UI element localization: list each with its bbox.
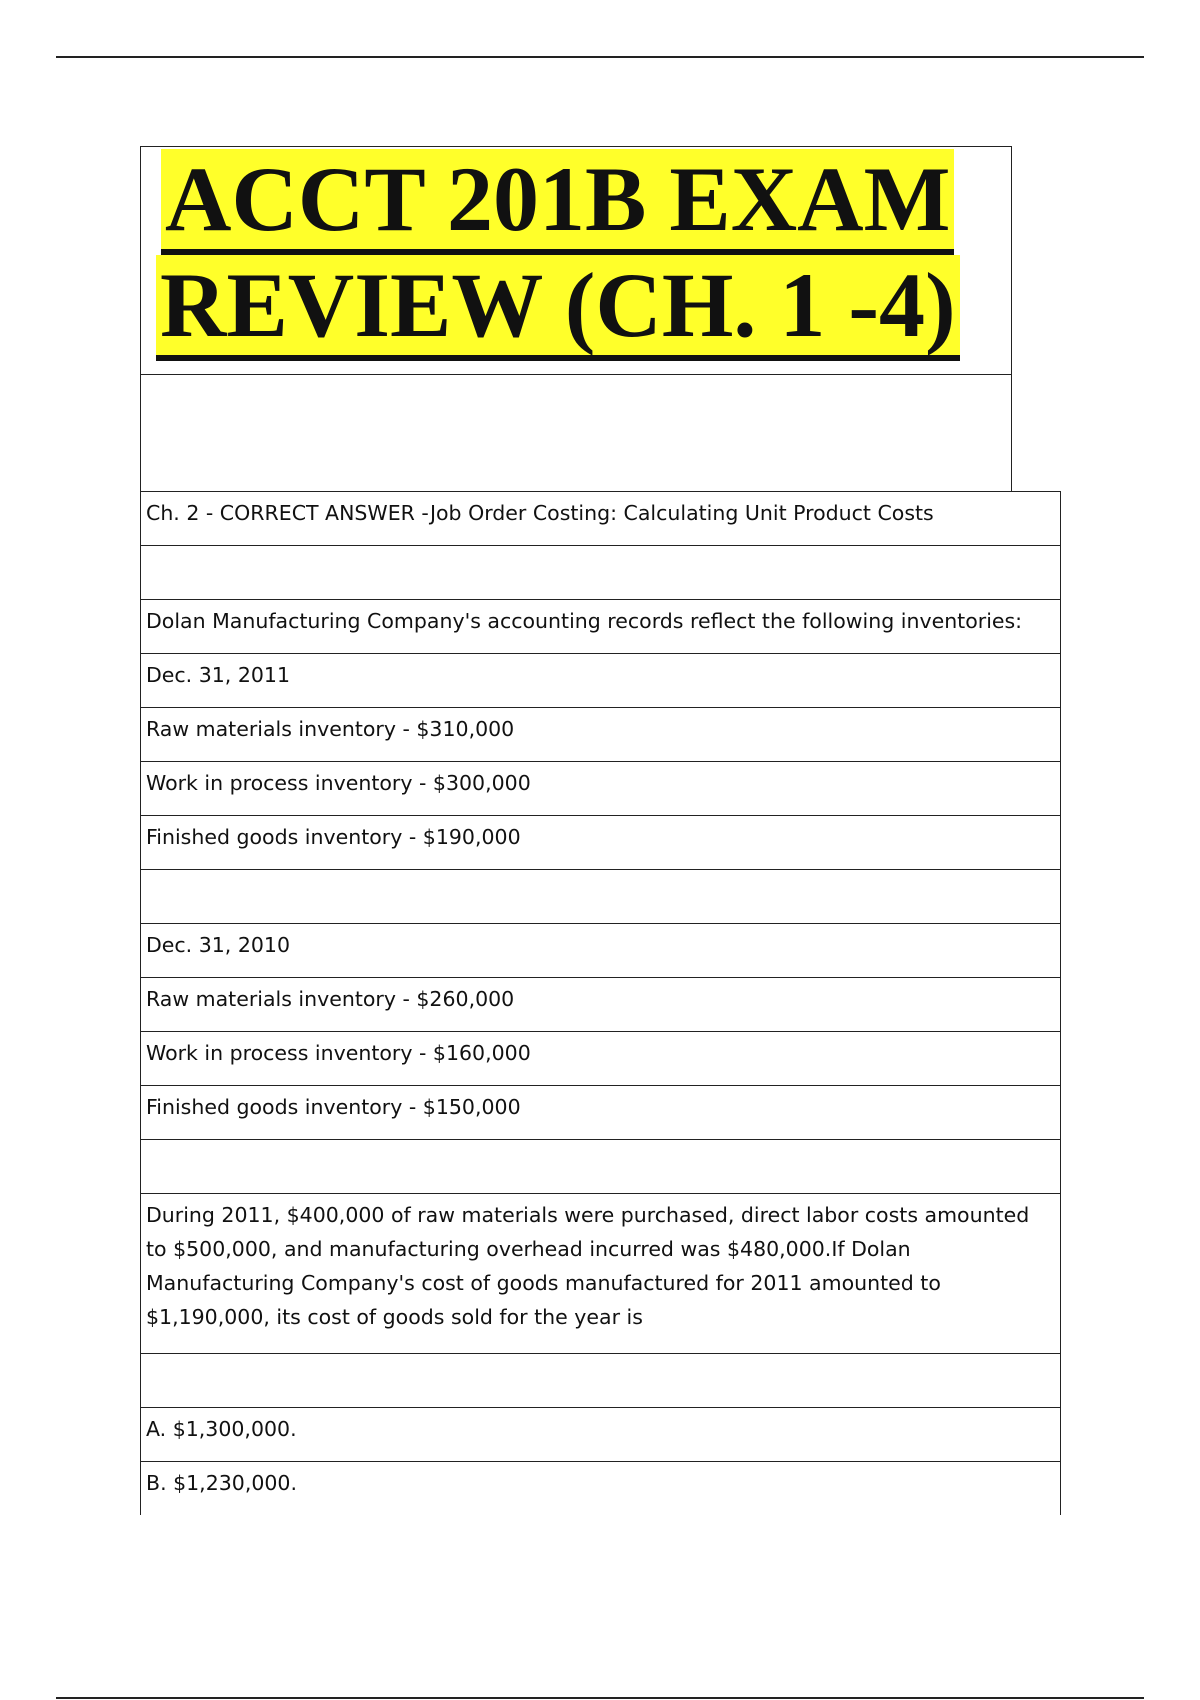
title-line-1: ACCT 201B EXAM: [161, 149, 954, 255]
table-row: A. $1,300,000.: [141, 1407, 1060, 1461]
table-row: Finished goods inventory - $190,000: [141, 815, 1060, 869]
table-row: Ch. 2 - CORRECT ANSWER -Job Order Costing: Calculating Unit Product Costs: [141, 491, 1060, 545]
table-row: Work in process inventory - $160,000: [141, 1031, 1060, 1085]
table-row: Dec. 31, 2010: [141, 923, 1060, 977]
table-row: Dolan Manufacturing Company's accounting records reflect the following inventories:: [141, 599, 1060, 653]
table-row: Work in process inventory - $300,000: [141, 761, 1060, 815]
table-row: During 2011, $400,000 of raw materials were purchased, direct labor costs amounted to $500,000, and manufacturing overhead incurred was $480,000.If Dolan Manufacturing Company's cost of goods manufactured for 2011 amounted to $1,190,000, its cost of goods sold for the year is: [141, 1193, 1060, 1353]
bottom-rule: [56, 1697, 1144, 1699]
table-row: [141, 545, 1060, 599]
blank-cell: [140, 374, 1012, 492]
table-row: [141, 869, 1060, 923]
table-row: [141, 1353, 1060, 1407]
table-row: Raw materials inventory - $310,000: [141, 707, 1060, 761]
table-row: Dec. 31, 2011: [141, 653, 1060, 707]
table-row: Raw materials inventory - $260,000: [141, 977, 1060, 1031]
content-table: [140, 491, 1061, 1515]
top-rule: [56, 56, 1144, 58]
title-box: [140, 146, 1012, 374]
title-line-2: REVIEW (CH. 1 -4): [156, 255, 960, 361]
table-row: Finished goods inventory - $150,000: [141, 1085, 1060, 1139]
table-row: B. $1,230,000.: [141, 1461, 1060, 1515]
table-row: [141, 1139, 1060, 1193]
